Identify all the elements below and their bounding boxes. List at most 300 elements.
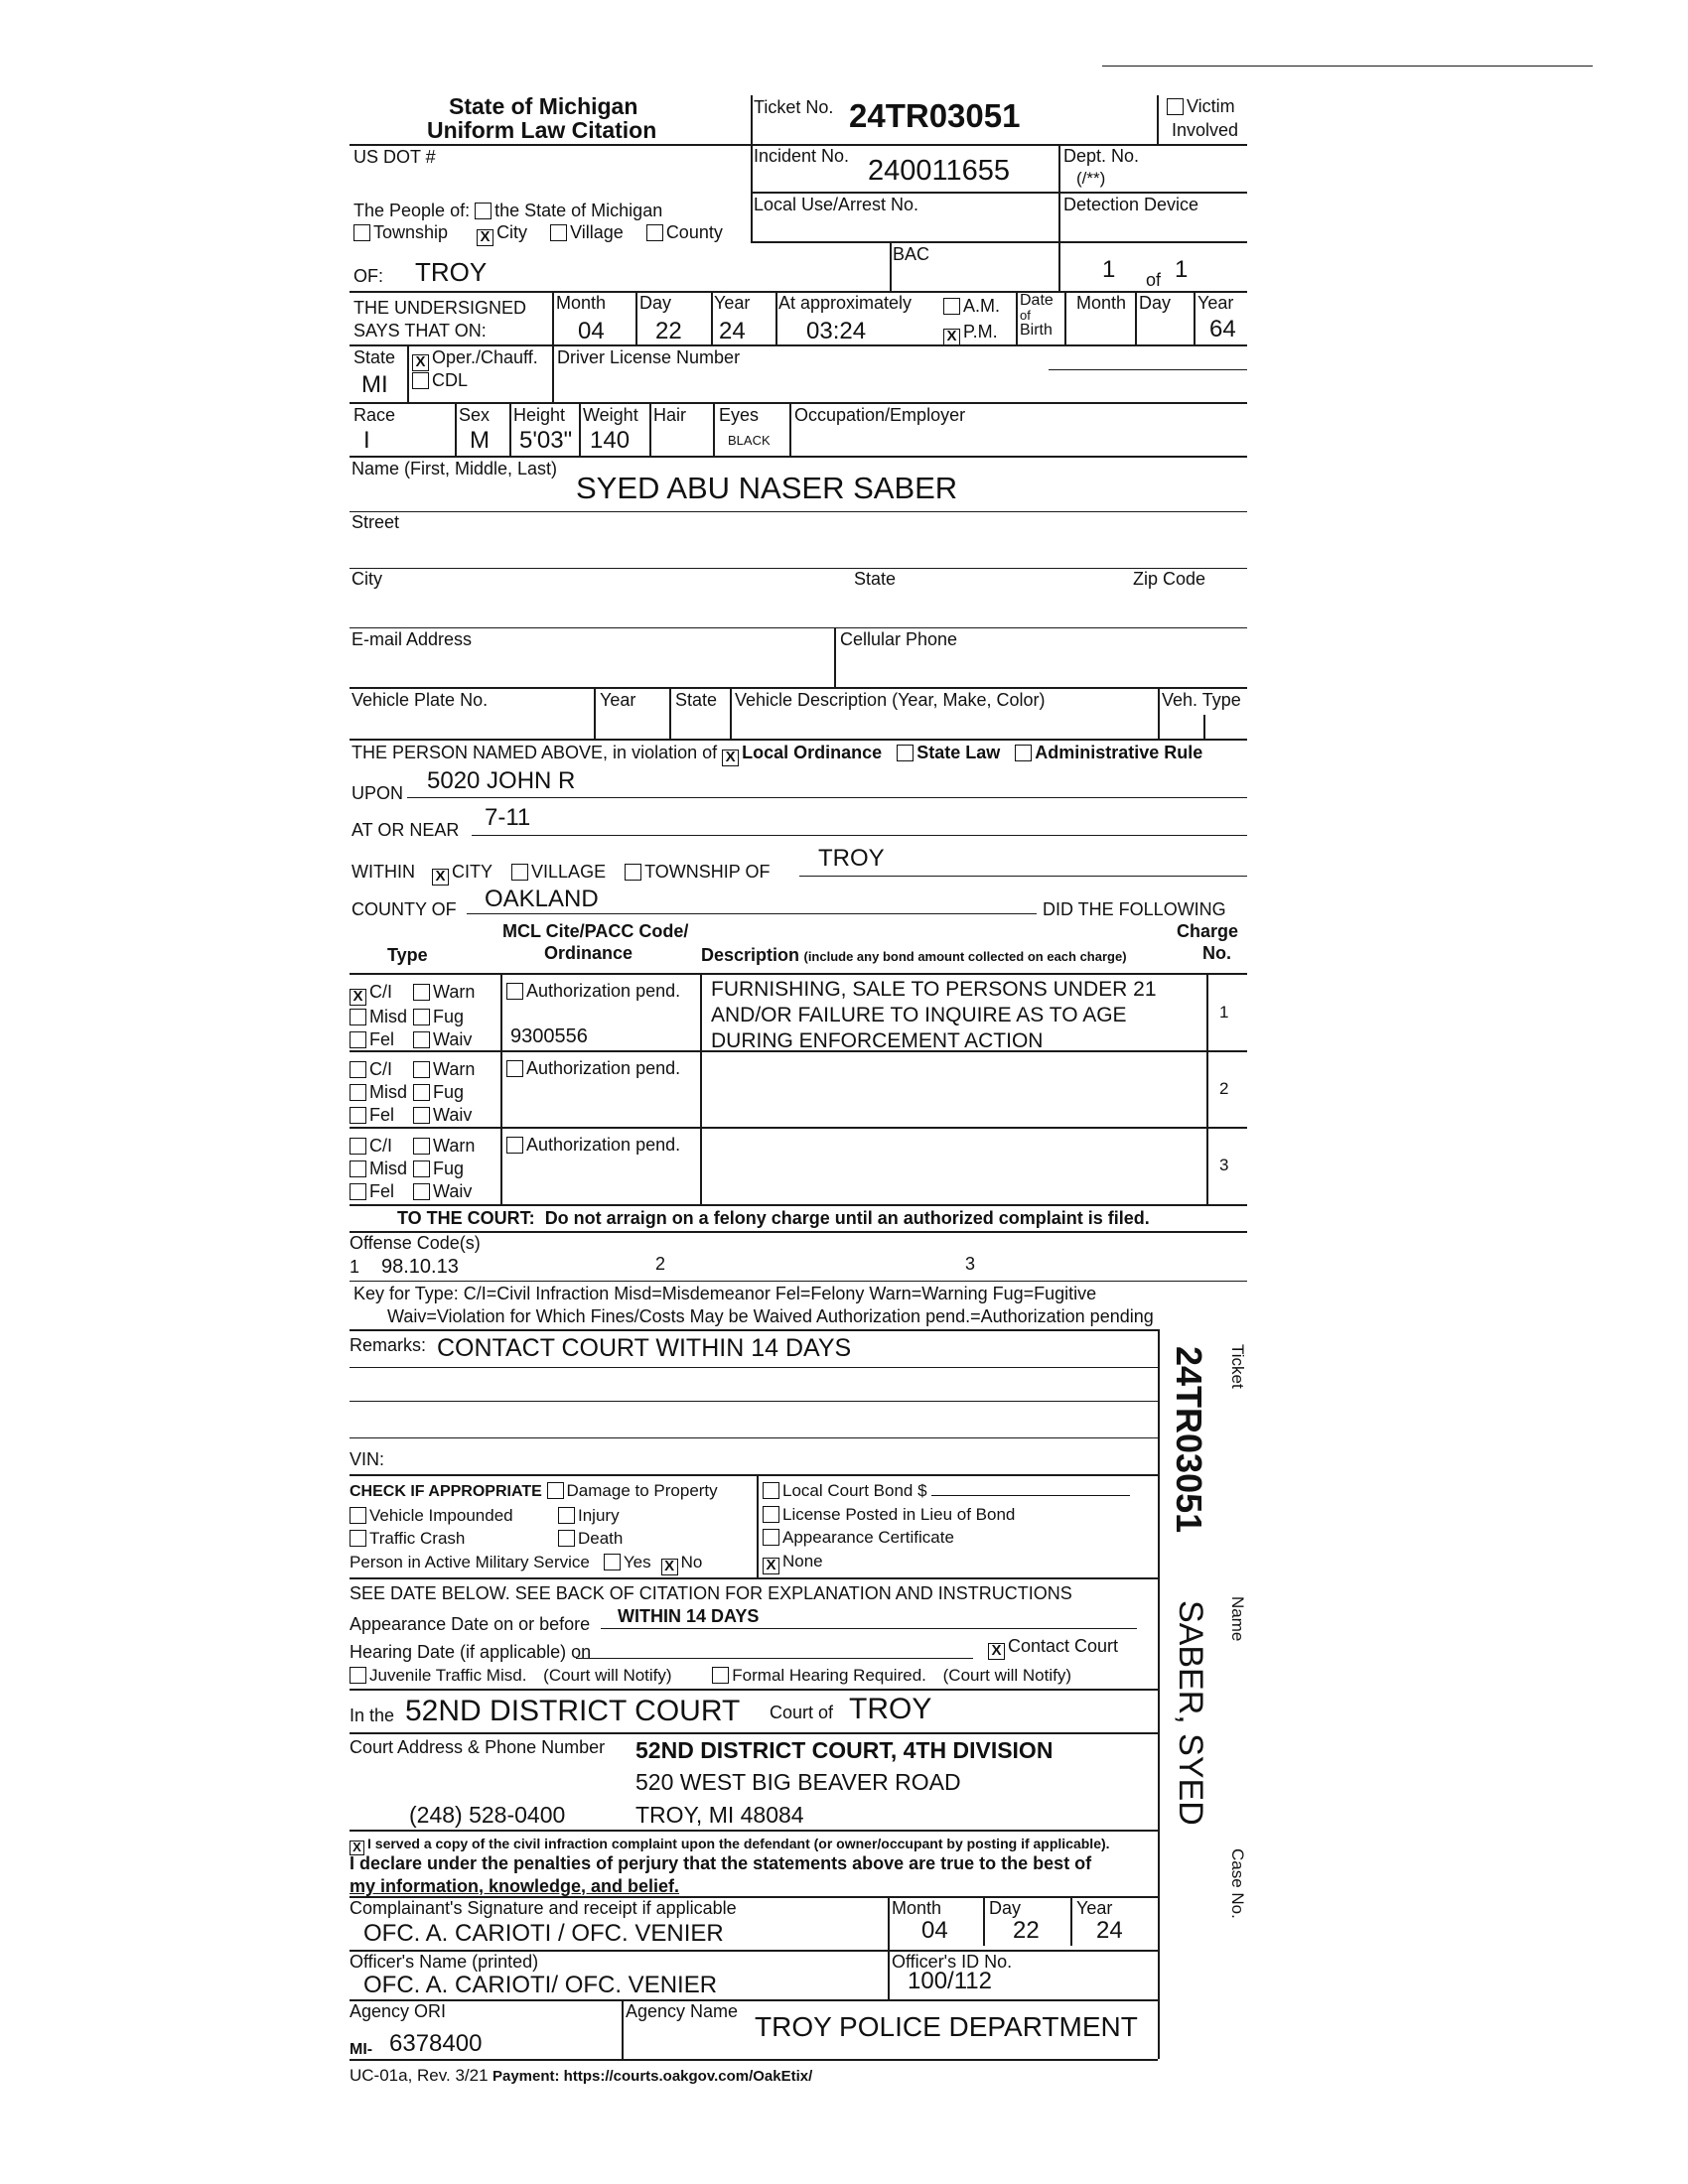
charge-3-fel-label: Fel [369,1181,395,1201]
type-label: Type [387,945,428,965]
sig-v2 [983,1896,985,1946]
line-v19 [713,402,715,456]
oper-option [412,347,538,371]
charge-2-fug-checkbox[interactable] [413,1084,430,1101]
page-of: of [1146,270,1162,290]
within-line [799,876,1247,877]
impounded-label: Vehicle Impounded [369,1505,513,1525]
am-label: A.M. [963,296,1001,316]
sex-label: Sex [459,405,491,425]
crash-label: Traffic Crash [369,1529,466,1548]
stub-name: SABER, SYED [1172,1600,1209,1826]
dept-value: (/**) [1076,169,1106,188]
to-court-text: Do not arraign on a felony charge until an authorized complaint is filed. [544,1208,1150,1228]
charge-1-auth-label: Authorization pend. [526,981,681,1001]
declare-1: I declare under the penalties of perjury that the statements above are true to the best of [350,1853,1092,1873]
line-h8 [350,511,1247,512]
line-v23 [669,687,671,739]
formal-label: Formal Hearing Required. [732,1666,926,1685]
line-v25 [1158,687,1160,739]
dob-day-label: Day [1139,293,1172,313]
person-name: SYED ABU NASER SABER [576,471,958,505]
admin-rule-label: Administrative Rule [1035,743,1203,762]
near-line [472,835,1247,836]
charge-3-fug-checkbox[interactable] [413,1160,430,1177]
court-name: 52ND DISTRICT COURT [405,1695,741,1727]
form-title-line1: State of Michigan [449,93,638,119]
of-value: TROY [415,257,488,287]
key-line-1: Key for Type: C/I=Civil Infraction Misd=Misdemeanor Fel=Felony Warn=Warning Fug=Fugitive [353,1284,1097,1303]
served-checkbox[interactable]: X [350,1841,364,1855]
admin-rule-checkbox[interactable] [1015,745,1032,761]
within-township-checkbox[interactable] [625,864,641,881]
street-label: Street [352,512,400,532]
page-total: 1 [1175,256,1189,283]
offense-1-code: 98.10.13 [381,1256,459,1278]
contact-court-checkbox[interactable]: X [988,1643,1005,1660]
oper-label: Oper./Chauff. [432,347,538,367]
checks-left [350,1479,718,1575]
line-h7 [350,456,1247,458]
damage-checkbox[interactable] [547,1482,564,1499]
email-label: E-mail Address [352,629,473,649]
court-line-2 [350,1732,1158,1734]
charge-1-misd-label: Misd [369,1007,408,1026]
dob-month-label: Month [1076,293,1127,313]
pm-label: P.M. [963,322,998,341]
county-checkbox[interactable] [646,224,663,241]
within-village-label: VILLAGE [531,862,607,882]
state-law-label: State Law [916,743,1001,762]
charges-row-2 [350,1127,1247,1129]
charges-v3 [1206,973,1208,1204]
line-v5 [552,291,554,344]
upon-value: 5020 JOHN R [427,767,576,794]
line-v15 [455,402,457,456]
charge-1-misd-checkbox[interactable] [350,1009,366,1025]
state-of-mi-label: the State of Michigan [494,201,663,220]
detection-label: Detection Device [1063,195,1199,214]
form-number: UC-01a, Rev. 3/21 [350,2066,489,2085]
court-address-label: Court Address & Phone Number [350,1737,606,1757]
charge-3-fel-checkbox[interactable] [350,1183,366,1200]
sig-year: 24 [1096,1917,1123,1944]
contact-court-label: Contact Court [1008,1636,1119,1656]
top-rule [1102,66,1593,67]
charge-2-auth-label: Authorization pend. [526,1058,681,1078]
charge-1-description [711,977,1157,1054]
charge-1-ci-checkbox[interactable]: X [350,989,366,1006]
veh-state-label: State [675,690,718,710]
charge-1-ci-label: C/I [369,982,393,1002]
month-label: Month [556,293,607,313]
year-label: Year [714,293,751,313]
state-of-mi-checkbox[interactable] [475,203,492,219]
hearing-label: Hearing Date (if applicable) on [350,1642,592,1662]
printed-value: OFC. A. CARIOTI/ OFC. VENIER [363,1972,718,1998]
name-label: Name (First, Middle, Last) [352,459,558,478]
charge-3-ci-checkbox[interactable] [350,1138,366,1155]
charge-1-auth [506,981,680,1002]
pm-option [943,322,998,345]
sig-month: 04 [921,1917,948,1944]
of-label: OF: [353,266,383,286]
bond-label: Local Court Bond $ [782,1481,927,1500]
desc-label: Description [701,945,800,965]
offense-1-num: 1 [350,1257,360,1277]
charge-2-fel-label: Fel [369,1105,395,1125]
am-checkbox[interactable] [943,298,960,315]
hearing-line [576,1658,973,1659]
crash-checkbox[interactable] [350,1530,366,1547]
stub-name-label: Name [1228,1596,1247,1642]
line-h10 [350,627,1247,628]
stub-case-label: Case No. [1228,1848,1247,1919]
veh-year-label: Year [600,690,636,710]
damage-label: Damage to Property [566,1481,718,1500]
village-checkbox[interactable] [550,224,567,241]
charge-2-num: 2 [1219,1079,1229,1098]
charge-3-auth-checkbox[interactable] [506,1137,523,1154]
violation-line [352,743,1202,766]
to-court-label: TO THE COURT: [397,1208,535,1228]
ori-label: Agency ORI [350,2001,447,2021]
sig-label: Complainant's Signature and receipt if applicable [350,1898,737,1918]
ticket-no: 24TR03051 [849,97,1021,134]
line-v12 [1194,291,1196,344]
county-label: COUNTY OF [352,899,457,919]
vin-line [350,1474,1158,1476]
military-yes-label: Yes [623,1552,651,1571]
charge-label-2: No. [1202,943,1231,963]
sig-year-label: Year [1076,1898,1113,1918]
declare-2: my information, knowledge, and belief. [350,1876,680,1896]
line-v9 [1016,291,1018,344]
line-v18 [649,402,651,456]
license-posted-checkbox[interactable] [763,1506,779,1523]
jurisdiction-row [353,222,723,246]
charge-3-misd-checkbox[interactable] [350,1160,366,1177]
injury-label: Injury [578,1505,620,1525]
race-label: Race [353,405,396,425]
court-line-1 [350,1689,1158,1691]
dob-label-2: of [1020,308,1031,323]
near-value: 7-11 [485,804,531,831]
charge-1-fug-label: Fug [433,1007,465,1026]
appearance-cert-checkbox[interactable] [763,1529,779,1546]
pm-checkbox[interactable]: X [943,329,960,345]
time-value: 03:24 [806,318,867,344]
remarks-text: CONTACT COURT WITHIN 14 DAYS [437,1334,852,1362]
charge-3-auth-label: Authorization pend. [526,1135,681,1155]
local-use-label: Local Use/Arrest No. [754,195,919,214]
charge-1-desc-line2: AND/OR FAILURE TO INQUIRE AS TO AGE [711,1004,1127,1026]
printed-label: Officer's Name (printed) [350,1952,539,1972]
line-h14 [350,1281,1247,1282]
line-h2 [751,192,1247,194]
charges-v2 [700,973,702,1204]
offense-2-num: 2 [655,1254,666,1274]
occupation-label: Occupation/Employer [794,405,966,425]
day-label: Day [639,293,672,313]
charge-2-misd-checkbox[interactable] [350,1084,366,1101]
within-value: TROY [818,845,885,872]
victim-checkbox[interactable] [1167,98,1184,115]
month-value: 04 [578,318,605,344]
juvenile-checkbox[interactable] [350,1667,366,1684]
county-value: OAKLAND [485,886,599,912]
line-h12 [350,739,1247,741]
cdl-checkbox[interactable] [412,372,429,389]
line-v6 [635,291,637,344]
impounded-checkbox[interactable] [350,1507,366,1524]
victim-label-2: Involved [1172,120,1239,140]
within-city-label: CITY [452,862,493,882]
bac-label: BAC [893,244,930,264]
cdl-label: CDL [432,370,469,390]
county-line [467,913,1037,914]
charge-1-waiv-checkbox[interactable] [413,1031,430,1048]
court-addr-2: 520 WEST BIG BEAVER ROAD [635,1769,961,1795]
ori-prefix: MI- [350,2041,373,2058]
line-v3 [890,241,892,291]
appearance-label: Appearance Date on or before [350,1614,591,1634]
township-label: Township [373,222,449,242]
charge-1-warn-checkbox[interactable] [413,984,430,1001]
charge-1-auth-checkbox[interactable] [506,983,523,1000]
village-label: Village [570,222,624,242]
line-v10 [1064,291,1066,344]
charges-top [350,973,1247,975]
contact-court [988,1636,1118,1660]
line-h6 [350,402,1247,404]
charge-1-code: 9300556 [510,1025,588,1047]
military-yes-checkbox[interactable] [604,1554,621,1570]
line-h11 [350,687,1247,689]
desc-header [701,945,1127,966]
court-addr-1: 52ND DISTRICT COURT, 4TH DIVISION [635,1737,1054,1763]
offense-label: Offense Code(s) [350,1233,481,1253]
charge-2-auth [506,1058,680,1079]
race-value: I [363,427,370,454]
charge-3-num: 3 [1219,1156,1229,1174]
township-checkbox[interactable] [353,224,370,241]
remarks-line-1 [350,1367,1158,1368]
veh-type-label: Veh. Type [1162,690,1241,710]
mcl-label-2: Ordinance [544,943,633,963]
vin-label: VIN: [350,1449,385,1469]
charge-1-fel-checkbox[interactable] [350,1031,366,1048]
page-num: 1 [1102,256,1116,283]
line-v16 [509,402,511,456]
charge-1-fug-checkbox[interactable] [413,1009,430,1025]
cell-label: Cellular Phone [840,629,958,649]
military-no-checkbox[interactable]: X [661,1559,678,1575]
checks-right [763,1479,1130,1574]
dept-label: Dept. No. [1063,146,1140,166]
plate-label: Vehicle Plate No. [352,690,489,710]
within-city-checkbox[interactable]: X [432,869,449,886]
charge-2-waiv-label: Waiv [433,1105,473,1125]
within-row [352,862,770,886]
military-no-label: No [680,1552,703,1571]
charge-2-waiv-checkbox[interactable] [413,1107,430,1124]
hair-label: Hair [653,405,687,425]
ticket-box-left [751,95,753,145]
near-label: AT OR NEAR [352,820,460,840]
eyes-label: Eyes [719,405,760,425]
line-v26 [1203,715,1205,739]
line-v24 [730,687,732,739]
injury-checkbox[interactable] [558,1507,575,1524]
juvenile-row [350,1666,1071,1686]
sig-day-label: Day [989,1898,1022,1918]
within-village-checkbox[interactable] [511,864,528,881]
named-above: THE PERSON NAMED ABOVE, in violation of [352,743,718,762]
am-option [943,296,1000,317]
charge-1-num: 1 [1219,1003,1229,1022]
eyes-value: BLACK [728,433,771,448]
remarks-top [350,1329,1159,1331]
dob-label-3: Birth [1020,322,1053,339]
desc-note: (include any bond amount collected on each charge) [803,949,1127,964]
appearance-value: WITHIN 14 DAYS [618,1606,760,1626]
people-label: The People of: [353,201,471,220]
court-of-label: Court of [770,1703,834,1722]
victim-box-left [1157,95,1159,145]
court-of-value: TROY [849,1693,932,1725]
people-of [353,201,662,221]
line-v8 [775,291,777,344]
charge-1-waiv-label: Waiv [433,1029,473,1049]
payment-url[interactable]: Payment: https://courts.oakgov.com/OakEtix/ [492,2068,813,2085]
charge-2-ci-checkbox[interactable] [350,1061,366,1078]
state-addr-label: State [854,569,897,589]
line-v14 [552,344,554,402]
line-v17 [579,402,581,456]
line-v4 [1058,241,1060,291]
county-label: County [665,222,723,242]
court-line-3 [350,1830,1158,1832]
upon-line [407,797,1247,798]
charge-2-type [350,1058,475,1127]
usdot-label: US DOT # [353,147,436,167]
dl-underline [1049,369,1247,370]
undersigned-2: SAYS THAT ON: [353,321,487,341]
license-posted-label: License Posted in Lieu of Bond [782,1504,1016,1524]
officer-id-label: Officer's ID No. [892,1952,1013,1972]
see-date: SEE DATE BELOW. SEE BACK OF CITATION FOR EXPLANATION AND INSTRUCTIONS [350,1583,1072,1603]
mcl-label-1: MCL Cite/PACC Code/ [502,921,689,941]
line-v22 [594,687,596,739]
sig-v4 [888,1950,890,1999]
approx-label: At approximately [778,293,913,313]
officer-id: 100/112 [908,1968,992,1994]
death-label: Death [578,1529,624,1548]
sig-v1 [888,1896,890,1956]
day-value: 22 [655,318,682,344]
within-label: WITHIN [352,862,415,882]
sex-value: M [470,427,490,454]
agency-label: Agency Name [626,2001,739,2021]
oper-checkbox[interactable]: X [412,354,429,371]
charge-2-misd-label: Misd [369,1082,408,1102]
ticket-no-label: Ticket No. [754,97,834,117]
bond-checkbox[interactable] [763,1482,779,1499]
veh-desc-label: Vehicle Description (Year, Make, Color) [735,690,1046,710]
sig-line-3 [350,1999,1158,2001]
appearance-line [601,1628,1137,1629]
appearance-cert-label: Appearance Certificate [782,1528,954,1547]
death-checkbox[interactable] [558,1530,575,1547]
charge-3-misd-label: Misd [369,1159,408,1178]
charge-1-type [350,981,475,1051]
agency-value: TROY POLICE DEPARTMENT [755,2011,1138,2042]
remarks-line-2 [350,1401,1158,1402]
charge-3-auth [506,1135,680,1156]
footer [350,2066,812,2086]
offense-3-num: 3 [965,1254,976,1274]
checks-divider [757,1474,759,1577]
charge-2-fel-checkbox[interactable] [350,1107,366,1124]
ori-value: 6378400 [389,2030,483,2057]
court-phone: (248) 528-0400 [409,1802,566,1828]
sig-day: 22 [1013,1917,1040,1944]
city-checkbox[interactable]: X [477,229,493,246]
city-addr-label: City [352,569,382,589]
served-text: I served a copy of the civil infraction complaint upon the defendant (or owner/occupant by posting if applicable). [367,1836,1110,1851]
key-line-2: Waiv=Violation for Which Fines/Costs May be Waived Authorization pend.=Authorization pending [387,1306,1154,1326]
cdl-option [412,370,468,391]
charge-3-fug-label: Fug [433,1159,465,1178]
court-notify-1: (Court will Notify) [543,1666,672,1685]
charge-2-fug-label: Fug [433,1082,465,1102]
city-label: City [496,222,528,242]
local-ord-checkbox[interactable]: X [722,750,739,766]
court-notify-2: (Court will Notify) [942,1666,1072,1685]
undersigned-1: THE UNDERSIGNED [353,298,527,318]
local-ord-label: Local Ordinance [742,743,883,762]
did-following: DID THE FOLLOWING [1043,899,1226,919]
stub-ticket-label: Ticket [1228,1344,1247,1389]
charge-1-desc-line3: DURING ENFORCEMENT ACTION [711,1029,1044,1052]
sig-v5 [622,1999,624,2059]
juvenile-label: Juvenile Traffic Misd. [369,1666,527,1685]
court-addr-3: TROY, MI 48084 [635,1802,804,1828]
charge-2-ci-label: C/I [369,1059,393,1079]
dob-label-1: Date [1020,292,1054,309]
charge-2-warn-checkbox[interactable] [413,1061,430,1078]
state-law-checkbox[interactable] [897,745,914,761]
sig-value: OFC. A. CARIOTI / OFC. VENIER [363,1920,724,1947]
in-the: In the [350,1706,395,1725]
formal-checkbox[interactable] [712,1667,729,1684]
charge-2-auth-checkbox[interactable] [506,1060,523,1077]
to-court [397,1208,1150,1229]
charge-1-fel-label: Fel [369,1029,395,1049]
charge-3-waiv-checkbox[interactable] [413,1183,430,1200]
height-label: Height [513,405,566,425]
remarks-label: Remarks: [350,1335,427,1355]
charges-v1 [500,973,502,1204]
state-value: MI [361,371,388,398]
line-v11 [1135,291,1137,344]
charge-3-warn-checkbox[interactable] [413,1138,430,1155]
none-checkbox[interactable]: X [763,1558,779,1574]
line-v21 [834,627,836,687]
weight-label: Weight [583,405,638,425]
charge-1-warn-label: Warn [433,982,476,1002]
